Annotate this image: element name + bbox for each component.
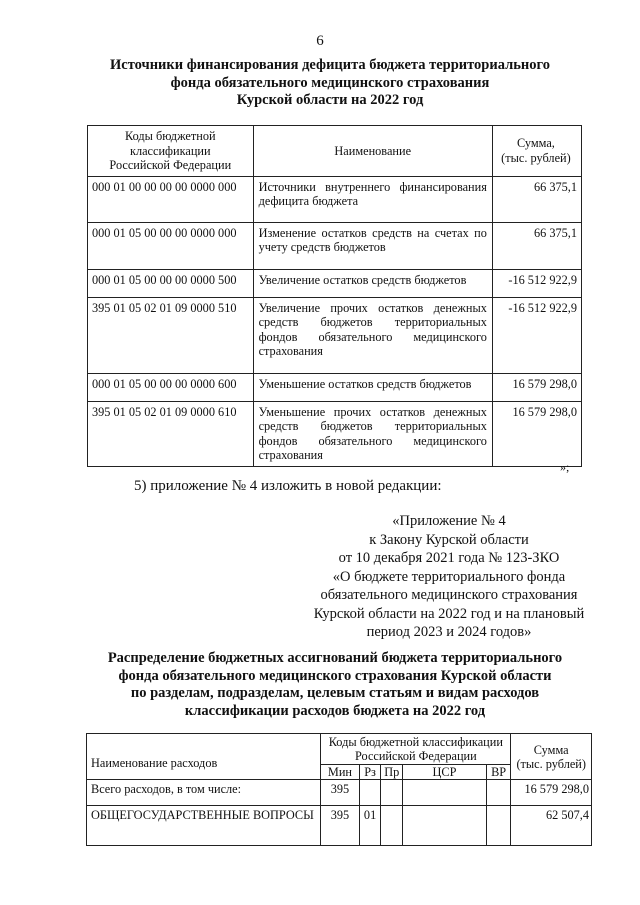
page-number: 6 xyxy=(316,33,324,49)
row-sum: 16 579 298,0 xyxy=(492,401,581,466)
row-code: 000 01 05 00 00 00 0000 000 xyxy=(88,222,254,269)
title-line: фонда обязательного медицинского страхования xyxy=(170,74,490,91)
appendix-header xyxy=(260,512,638,642)
header-line: классификации xyxy=(129,143,211,158)
header-line: (тыс. рублей) xyxy=(516,756,586,771)
row-code: 000 01 05 00 00 00 0000 600 xyxy=(88,373,254,401)
appendix-line: Курской области на 2022 год и на плановый xyxy=(313,605,585,622)
row-name: Увеличение прочих остатков денежных средств бюджетов территориальных фондов обязательного медицинского страхования xyxy=(253,297,492,373)
row-name: Уменьшение прочих остатков денежных средств бюджетов территориальных фондов обязательного медицинского страхования xyxy=(253,401,492,466)
row-min: 395 xyxy=(321,780,359,806)
header-name: Наименование xyxy=(253,126,492,177)
table-row xyxy=(88,222,582,269)
title-line: Курской области на 2022 год xyxy=(236,92,424,108)
amendment-paragraph: 5) приложение № 4 изложить в новой редакции: xyxy=(134,478,442,494)
row-sum: 16 579 298,0 xyxy=(511,780,592,806)
row-name: Увеличение остатков средств бюджетов xyxy=(253,269,492,297)
row-csr xyxy=(403,780,487,806)
table-row xyxy=(87,780,592,806)
header-pr: Пр xyxy=(381,765,403,780)
row-name: ОБЩЕГОСУДАРСТВЕННЫЕ ВОПРОСЫ xyxy=(87,806,321,846)
header-line: Сумма, xyxy=(516,136,555,151)
row-name: Уменьшение остатков средств бюджетов xyxy=(253,373,492,401)
row-sum: -16 512 922,9 xyxy=(492,297,581,373)
table-row xyxy=(88,176,582,222)
sources-title xyxy=(80,57,580,110)
table-row xyxy=(88,373,582,401)
header-codes xyxy=(321,734,511,765)
row-csr xyxy=(403,806,487,846)
header-line: Российской Федерации xyxy=(109,158,232,172)
title-line: Источники финансирования дефицита бюджета территориального xyxy=(110,57,550,73)
row-name: Изменение остатков средств на счетах по учету средств бюджетов xyxy=(253,222,492,269)
row-vr xyxy=(486,806,511,846)
row-code: 395 01 05 02 01 09 0000 610 xyxy=(88,401,254,466)
row-sum: 62 507,4 xyxy=(511,806,592,846)
row-code: 000 01 05 00 00 00 0000 500 xyxy=(88,269,254,297)
table-row xyxy=(88,297,582,373)
header-line: Сумма xyxy=(533,742,569,757)
row-pr xyxy=(381,806,403,846)
appendix-line: «Приложение № 4 xyxy=(392,513,506,529)
header-line: (тыс. рублей) xyxy=(501,150,571,165)
row-sum: 66 375,1 xyxy=(492,176,581,222)
table-header-row xyxy=(88,126,582,177)
row-name: Всего расходов, в том числе: xyxy=(87,780,321,806)
distribution-table xyxy=(86,733,592,846)
header-sum xyxy=(492,126,581,177)
header-sum xyxy=(511,734,592,780)
row-rz: 01 xyxy=(359,806,381,846)
header-expense-name: Наименование расходов xyxy=(87,734,321,780)
closing-quote: »; xyxy=(560,460,570,474)
table-row xyxy=(88,269,582,297)
row-sum: 66 375,1 xyxy=(492,222,581,269)
appendix-line: обязательного медицинского страхования xyxy=(320,587,578,603)
header-min: Мин xyxy=(321,765,359,780)
appendix-line: от 10 декабря 2021 года № 123-ЗКО xyxy=(338,550,560,566)
row-sum: -16 512 922,9 xyxy=(492,269,581,297)
header-line: Российской Федерации xyxy=(354,749,477,763)
appendix-line: к Закону Курской области xyxy=(369,531,529,548)
header-csr: ЦСР xyxy=(403,765,487,780)
header-line: Коды бюджетной классификации xyxy=(328,735,503,749)
title-line: классификации расходов бюджета на 2022 год xyxy=(184,702,486,719)
header-rz: Рз xyxy=(359,765,381,780)
row-rz xyxy=(359,780,381,806)
row-vr xyxy=(486,780,511,806)
table-row xyxy=(87,806,592,846)
row-code: 000 01 00 00 00 00 0000 000 xyxy=(88,176,254,222)
row-min: 395 xyxy=(321,806,359,846)
title-line: по разделам, подразделам, целевым статьям и видам расходов xyxy=(130,685,540,701)
title-line: фонда обязательного медицинского страхования Курской области xyxy=(118,667,552,684)
header-vr: ВР xyxy=(486,765,511,780)
header-line: Коды бюджетной xyxy=(125,129,216,143)
title-line: Распределение бюджетных ассигнований бюджета территориального xyxy=(107,650,563,666)
row-pr xyxy=(381,780,403,806)
table-header-row xyxy=(87,734,592,765)
appendix-line: «О бюджете территориального фонда xyxy=(332,568,566,585)
sources-table xyxy=(87,125,582,467)
row-sum: 16 579 298,0 xyxy=(492,373,581,401)
row-code: 395 01 05 02 01 09 0000 510 xyxy=(88,297,254,373)
table-row xyxy=(88,401,582,466)
appendix-line: период 2023 и 2024 годов» xyxy=(366,624,532,640)
header-codes xyxy=(88,126,254,177)
row-name: Источники внутреннего финансирования дефицита бюджета xyxy=(253,176,492,222)
distribution-title xyxy=(80,650,590,720)
